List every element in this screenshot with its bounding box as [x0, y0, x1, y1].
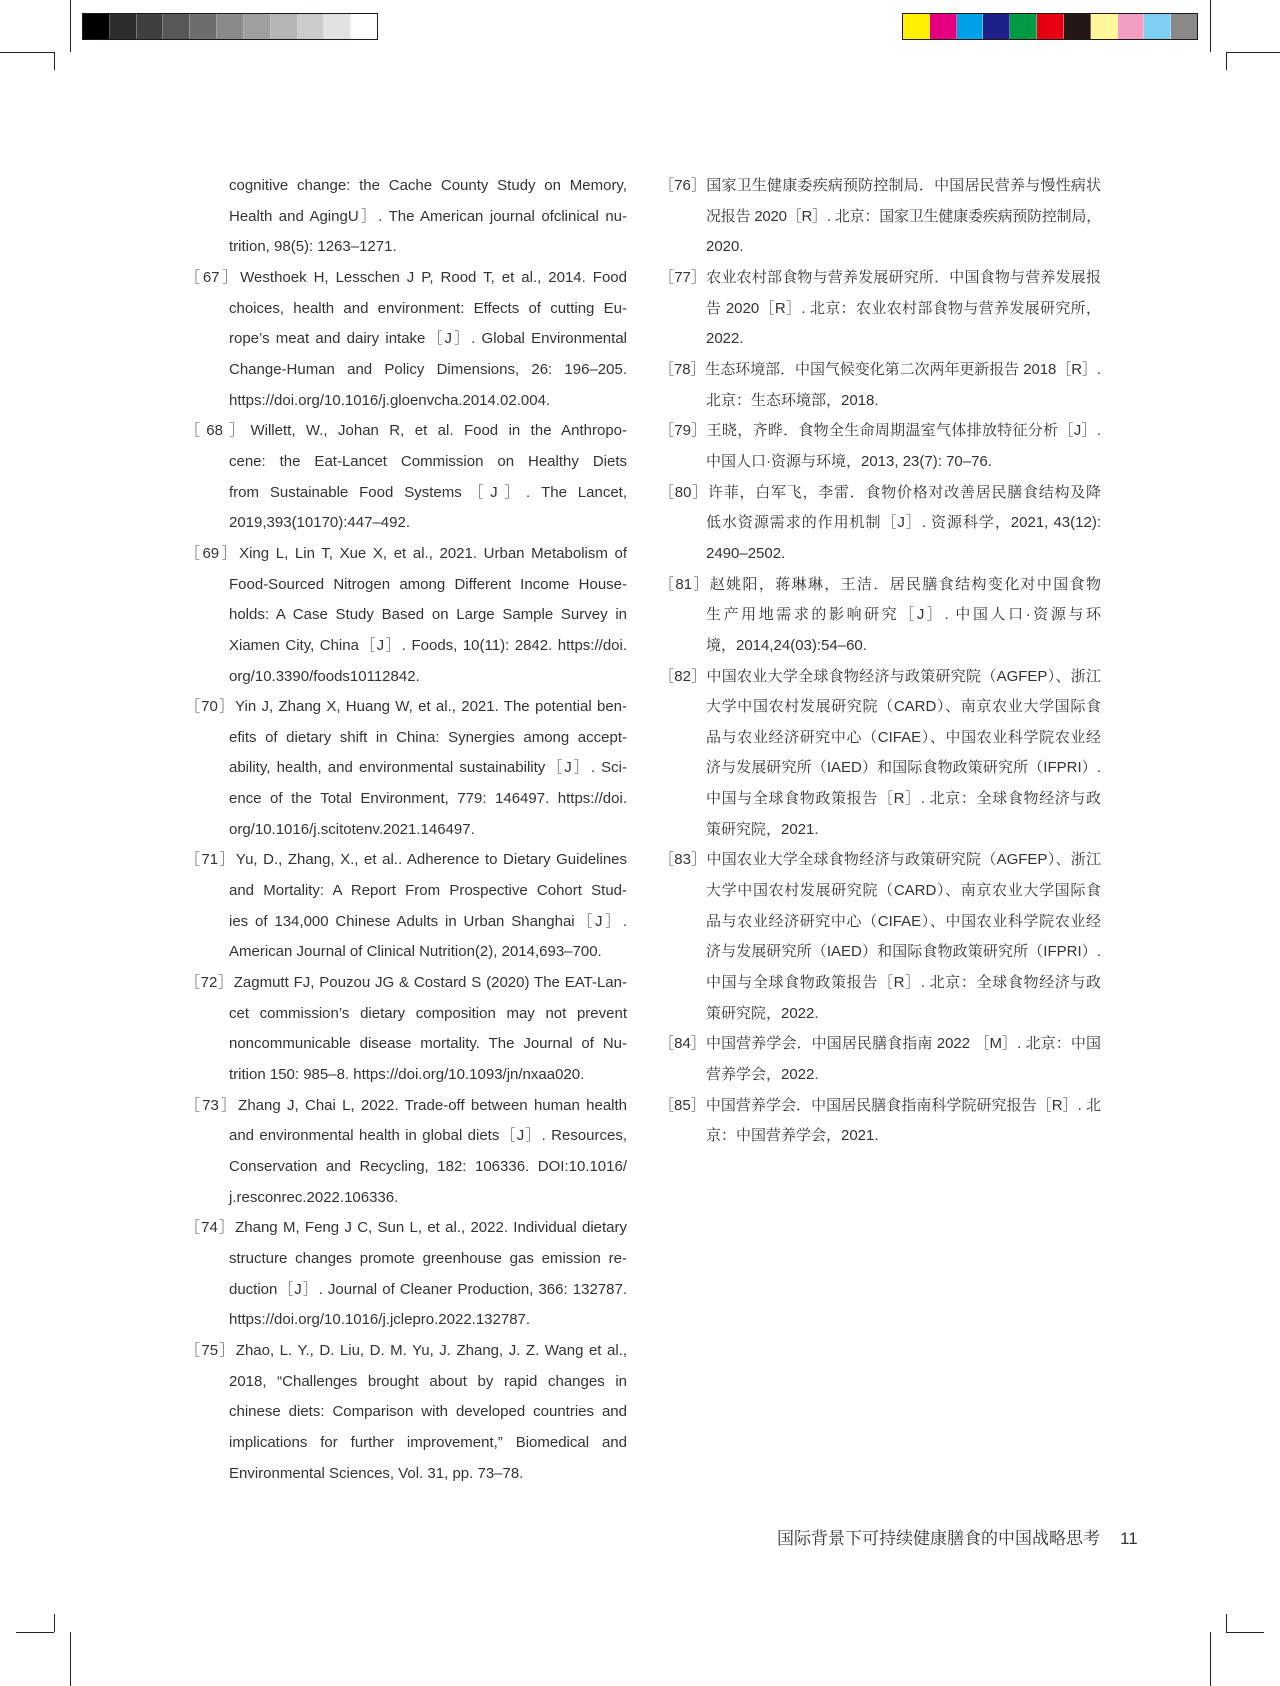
reference-line: 大学中国农村发展研究院（CARD）、南京农业大学国际食 [706, 882, 1101, 900]
reference-line: from Sustainable Food Systems［J］. The Lancet, [229, 483, 627, 501]
reference-line: cene: the Eat-Lancet Commission on Healthy Diets [229, 452, 627, 470]
reference-line: and Mortality: A Report From Prospective Cohort Stud- [229, 882, 627, 900]
reference-entry [659, 478, 1101, 570]
grayscale-swatch [83, 14, 110, 39]
reference-line [659, 1029, 1101, 1060]
reference-line: ability, health, and environmental sustainability［J］. Sci- [229, 759, 627, 777]
color-swatch [1144, 14, 1171, 39]
reference-line: 中国与全球食物政策报告［R］. 北京：全球食物经济与政 [706, 974, 1101, 992]
reference-number: ［73］ [185, 1096, 239, 1114]
reference-line: https://doi.org/10.1016/j.jclepro.2022.132787. [229, 1311, 531, 1329]
reference-line: 生产用地需求的影响研究［J］. 中国人口·资源与环 [706, 606, 1101, 624]
color-swatch [930, 14, 957, 39]
crop-mark-line [16, 1632, 54, 1633]
reference-line: j.resconrec.2022.106336. [229, 1188, 399, 1206]
reference-line: 中国人口·资源与环境，2013, 23(7): 70–76. [706, 452, 992, 470]
reference-entry [659, 263, 1101, 355]
crop-mark-line [1226, 1632, 1264, 1633]
reference-line: noncommunicable disease mortality. The Journal of Nu- [229, 1035, 627, 1053]
color-swatch [957, 14, 984, 39]
reference-line: chinese diets: Comparison with developed countries and [229, 1403, 627, 1421]
reference-number: ［81］ [659, 575, 710, 593]
reference-text: 中国农业大学全球食物经济与政策研究院（AGFEP）、浙江 [706, 851, 1101, 869]
reference-number: ［72］ [185, 974, 234, 992]
reference-entry [659, 1091, 1101, 1152]
reference-line: 济与发展研究所（IAED）和国际食物政策研究所（IFPRI）. [706, 943, 1101, 961]
reference-line: 中国与全球食物政策报告［R］. 北京：全球食物经济与政 [706, 790, 1101, 808]
reference-line: Xiamen City, China［J］. Foods, 10(11): 2842. https://doi. [229, 636, 627, 654]
reference-line: 2020. [706, 238, 744, 256]
reference-line: trition 150: 985–8. https://doi.org/10.1093/jn/nxaa020. [229, 1066, 585, 1084]
reference-text: 王晓，齐晔．食物全生命周期温室气体排放特征分析［J］. [706, 422, 1102, 440]
grayscale-swatch [137, 14, 164, 39]
reference-line: 大学中国农村发展研究院（CARD）、南京农业大学国际食 [706, 698, 1101, 716]
grayscale-swatch [244, 14, 271, 39]
reference-entry [659, 355, 1101, 416]
reference-number: ［84］ [659, 1035, 706, 1053]
reference-line: 2018, “Challenges brought about by rapid changes in [229, 1372, 627, 1390]
reference-line: Conservation and Recycling, 182: 106336. DOI:10.1016/ [229, 1158, 627, 1175]
reference-number: ［80］ [659, 483, 708, 501]
reference-entry [185, 845, 627, 968]
reference-text: 国家卫生健康委疾病预防控制局．中国居民营养与慢性病状 [706, 177, 1101, 194]
reference-number: ［78］ [659, 360, 706, 378]
reference-line: 济与发展研究所（IAED）和国际食物政策研究所（IFPRI）. [706, 759, 1101, 777]
reference-line: ence of the Total Environment, 779: 146497. https://doi. [229, 790, 627, 808]
color-swatch [1010, 14, 1037, 39]
crop-mark-line [1210, 0, 1211, 52]
reference-entry [185, 1336, 627, 1489]
grayscale-swatch [324, 14, 351, 39]
reference-text: Xing L, Lin T, Xue X, et al., 2021. Urban Metabolism of [239, 544, 627, 562]
reference-number: ［70］ [185, 698, 236, 716]
reference-line: structure changes promote greenhouse gas emission re- [229, 1249, 627, 1267]
color-calibration-bar [902, 13, 1198, 40]
reference-entry [659, 416, 1101, 477]
reference-line [659, 1091, 1101, 1122]
reference-line: Food-Sourced Nitrogen among Different Income House- [229, 575, 627, 593]
reference-line: efits of dietary shift in China: Synergies among accept- [229, 728, 627, 746]
reference-line: cet commission’s dietary composition may not prevent [229, 1004, 627, 1022]
reference-line [185, 263, 627, 294]
grayscale-swatch [351, 14, 377, 39]
reference-line: choices, health and environment: Effects of cutting Eu- [229, 299, 627, 317]
reference-line: 北京：生态环境部，2018. [706, 391, 879, 409]
reference-line: trition, 98(5): 1263–1271. [229, 238, 397, 256]
reference-line: rope’s meat and dairy intake［J］. Global Environmental [229, 330, 627, 348]
grayscale-swatch [271, 14, 298, 39]
reference-line: 品与农业经济研究中心（CIFAE）、中国农业科学院农业经 [706, 728, 1101, 746]
reference-line [185, 1213, 627, 1244]
reference-line: holds: A Case Study Based on Large Sample Survey in [229, 606, 627, 624]
grayscale-swatch [217, 14, 244, 39]
reference-line: Health and AgingU］. The American journal ofclinical nu- [229, 207, 627, 225]
reference-text: Yu, D., Zhang, X., et al.. Adherence to Dietary Guidelines [235, 851, 628, 869]
reference-line: org/10.1016/j.scitotenv.2021.146497. [229, 820, 475, 838]
reference-line: ies of 134,000 Chinese Adults in Urban Shanghai［J］. [229, 912, 627, 930]
reference-line [659, 171, 1101, 202]
reference-number: ［71］ [185, 851, 236, 869]
reference-number: ［69］ [185, 544, 240, 562]
reference-text: 农业农村部食物与营养发展研究所．中国食物与营养发展报 [706, 268, 1101, 286]
reference-line: 低水资源需求的作用机制［J］. 资源科学，2021, 43(12): [706, 514, 1101, 532]
reference-entry [659, 1029, 1101, 1090]
reference-line [659, 416, 1101, 447]
reference-continuation [185, 171, 627, 263]
reference-entry [185, 416, 627, 539]
reference-entry [185, 968, 627, 1091]
reference-entry [659, 845, 1101, 1029]
reference-line: 京：中国营养学会，2021. [706, 1127, 879, 1145]
reference-line: 境，2014,24(03):54–60. [706, 636, 867, 654]
reference-text: Yin J, Zhang X, Huang W, et al., 2021. The potential ben- [235, 698, 627, 716]
reference-line: https://doi.org/10.1016/j.gloenvcha.2014.02.004. [229, 391, 551, 409]
reference-text: 生态环境部．中国气候变化第二次两年更新报告 2018［R］. [705, 360, 1101, 378]
reference-number: ［74］ [185, 1219, 236, 1237]
reference-line [185, 1336, 627, 1367]
crop-mark-line [0, 52, 54, 53]
page-number: 11 [1120, 1529, 1138, 1548]
reference-text: 许菲，白军飞，李雷．食物价格对改善居民膳食结构及降 [707, 483, 1101, 501]
reference-line: 2019,393(10170):447–492. [229, 514, 410, 532]
color-swatch [1091, 14, 1118, 39]
reference-line [185, 539, 627, 570]
reference-entry [659, 171, 1101, 263]
references-column-left [185, 171, 627, 1489]
grayscale-swatch [190, 14, 217, 39]
reference-number: ［77］ [659, 268, 707, 286]
reference-entry [185, 692, 627, 845]
color-swatch [1064, 14, 1091, 39]
reference-line: implications for further improvement,” Biomedical and [229, 1433, 627, 1451]
reference-text: Zagmutt FJ, Pouzou JG & Costard S (2020) The EAT-Lan- [233, 974, 627, 992]
reference-line [659, 263, 1101, 294]
reference-line: org/10.3390/foods10112842. [229, 667, 420, 685]
grayscale-swatch [298, 14, 325, 39]
reference-line: 策研究院，2021. [706, 820, 819, 838]
reference-number: ［76］ [659, 177, 707, 194]
color-swatch [983, 14, 1010, 39]
reference-line: duction［J］. Journal of Cleaner Production, 366: 132787. [229, 1280, 627, 1298]
reference-text: Willett, W., Johan R, et al. Food in the Anthropo- [250, 422, 628, 440]
reference-text: 中国农业大学全球食物经济与政策研究院（AGFEP）、浙江 [706, 667, 1101, 685]
reference-entry [659, 662, 1101, 846]
reference-number: ［79］ [659, 422, 707, 440]
reference-text: Westhoek H, Lesschen J P, Rood T, et al., 2014. Food [240, 268, 627, 286]
reference-number: ［75］ [185, 1341, 236, 1359]
reference-line [185, 692, 627, 723]
crop-mark-line [1210, 1632, 1211, 1686]
reference-line: 营养学会，2022. [706, 1066, 819, 1084]
reference-line: cognitive change: the Cache County Study on Memory, [229, 177, 627, 194]
reference-number: ［85］ [659, 1096, 706, 1114]
reference-number: ［67］ [185, 268, 241, 286]
reference-number: ［68］ [185, 422, 251, 440]
reference-line: Change-Human and Policy Dimensions, 26: 196–205. [229, 360, 627, 378]
reference-line [185, 1091, 627, 1122]
grayscale-swatch [110, 14, 137, 39]
reference-number: ［82］ [659, 667, 707, 685]
running-title: 国际背景下可持续健康膳食的中国战略思考 [777, 1529, 1100, 1548]
crop-mark-line [1226, 52, 1227, 70]
reference-entry [185, 539, 627, 692]
reference-line [659, 662, 1101, 693]
reference-entry [185, 1091, 627, 1214]
reference-number: ［83］ [659, 851, 707, 869]
reference-entry [185, 263, 627, 416]
color-swatch [1118, 14, 1145, 39]
reference-line [659, 570, 1101, 601]
crop-mark-line [1226, 1614, 1227, 1632]
reference-line: 品与农业经济研究中心（CIFAE）、中国农业科学院农业经 [706, 912, 1101, 930]
reference-line: 告 2020［R］. 北京：农业农村部食物与营养发展研究所， [706, 299, 1101, 317]
reference-text: Zhao, L. Y., D. Liu, D. M. Yu, J. Zhang, J. Z. Wang et al., [235, 1341, 627, 1359]
reference-text: Zhang J, Chai L, 2022. Trade-off between human health [238, 1096, 628, 1114]
reference-text: 中国营养学会．中国居民膳食指南 2022 ［M］. 北京：中国 [705, 1035, 1101, 1053]
reference-line: American Journal of Clinical Nutrition(2), 2014,693–700. [229, 943, 602, 961]
reference-line: Environmental Sciences, Vol. 31, pp. 73–78. [229, 1464, 524, 1482]
reference-entry [185, 1213, 627, 1336]
crop-mark-line [70, 1632, 71, 1686]
crop-mark-line [54, 1614, 55, 1632]
reference-line: and environmental health in global diets［J］. Resources, [229, 1127, 627, 1145]
reference-text: 赵姚阳，蒋琳琳，王洁．居民膳食结构变化对中国食物 [709, 575, 1101, 593]
reference-line [659, 355, 1101, 386]
reference-line [185, 968, 627, 999]
grayscale-swatch [163, 14, 190, 39]
color-swatch [1171, 14, 1197, 39]
color-swatch [1037, 14, 1064, 39]
reference-line: 2490–2502. [706, 544, 786, 562]
reference-entry [659, 570, 1101, 662]
reference-line [185, 845, 627, 876]
color-swatch [903, 14, 930, 39]
reference-line: 策研究院，2022. [706, 1004, 819, 1022]
reference-text: 中国营养学会．中国居民膳食指南科学院研究报告［R］. 北 [705, 1096, 1102, 1114]
grayscale-calibration-bar [82, 13, 378, 40]
crop-mark-line [70, 0, 71, 52]
reference-line [185, 416, 627, 447]
crop-mark-line [54, 52, 55, 70]
reference-line: 2022. [706, 330, 744, 348]
crop-mark-line [1226, 52, 1280, 53]
reference-line [659, 845, 1101, 876]
reference-line [659, 478, 1101, 509]
reference-line: 况报告 2020［R］. 北京：国家卫生健康委疾病预防控制局， [706, 207, 1101, 225]
reference-text: Zhang M, Feng J C, Sun L, et al., 2022. Individual dietary [235, 1219, 627, 1237]
references-column-right [659, 171, 1101, 1152]
